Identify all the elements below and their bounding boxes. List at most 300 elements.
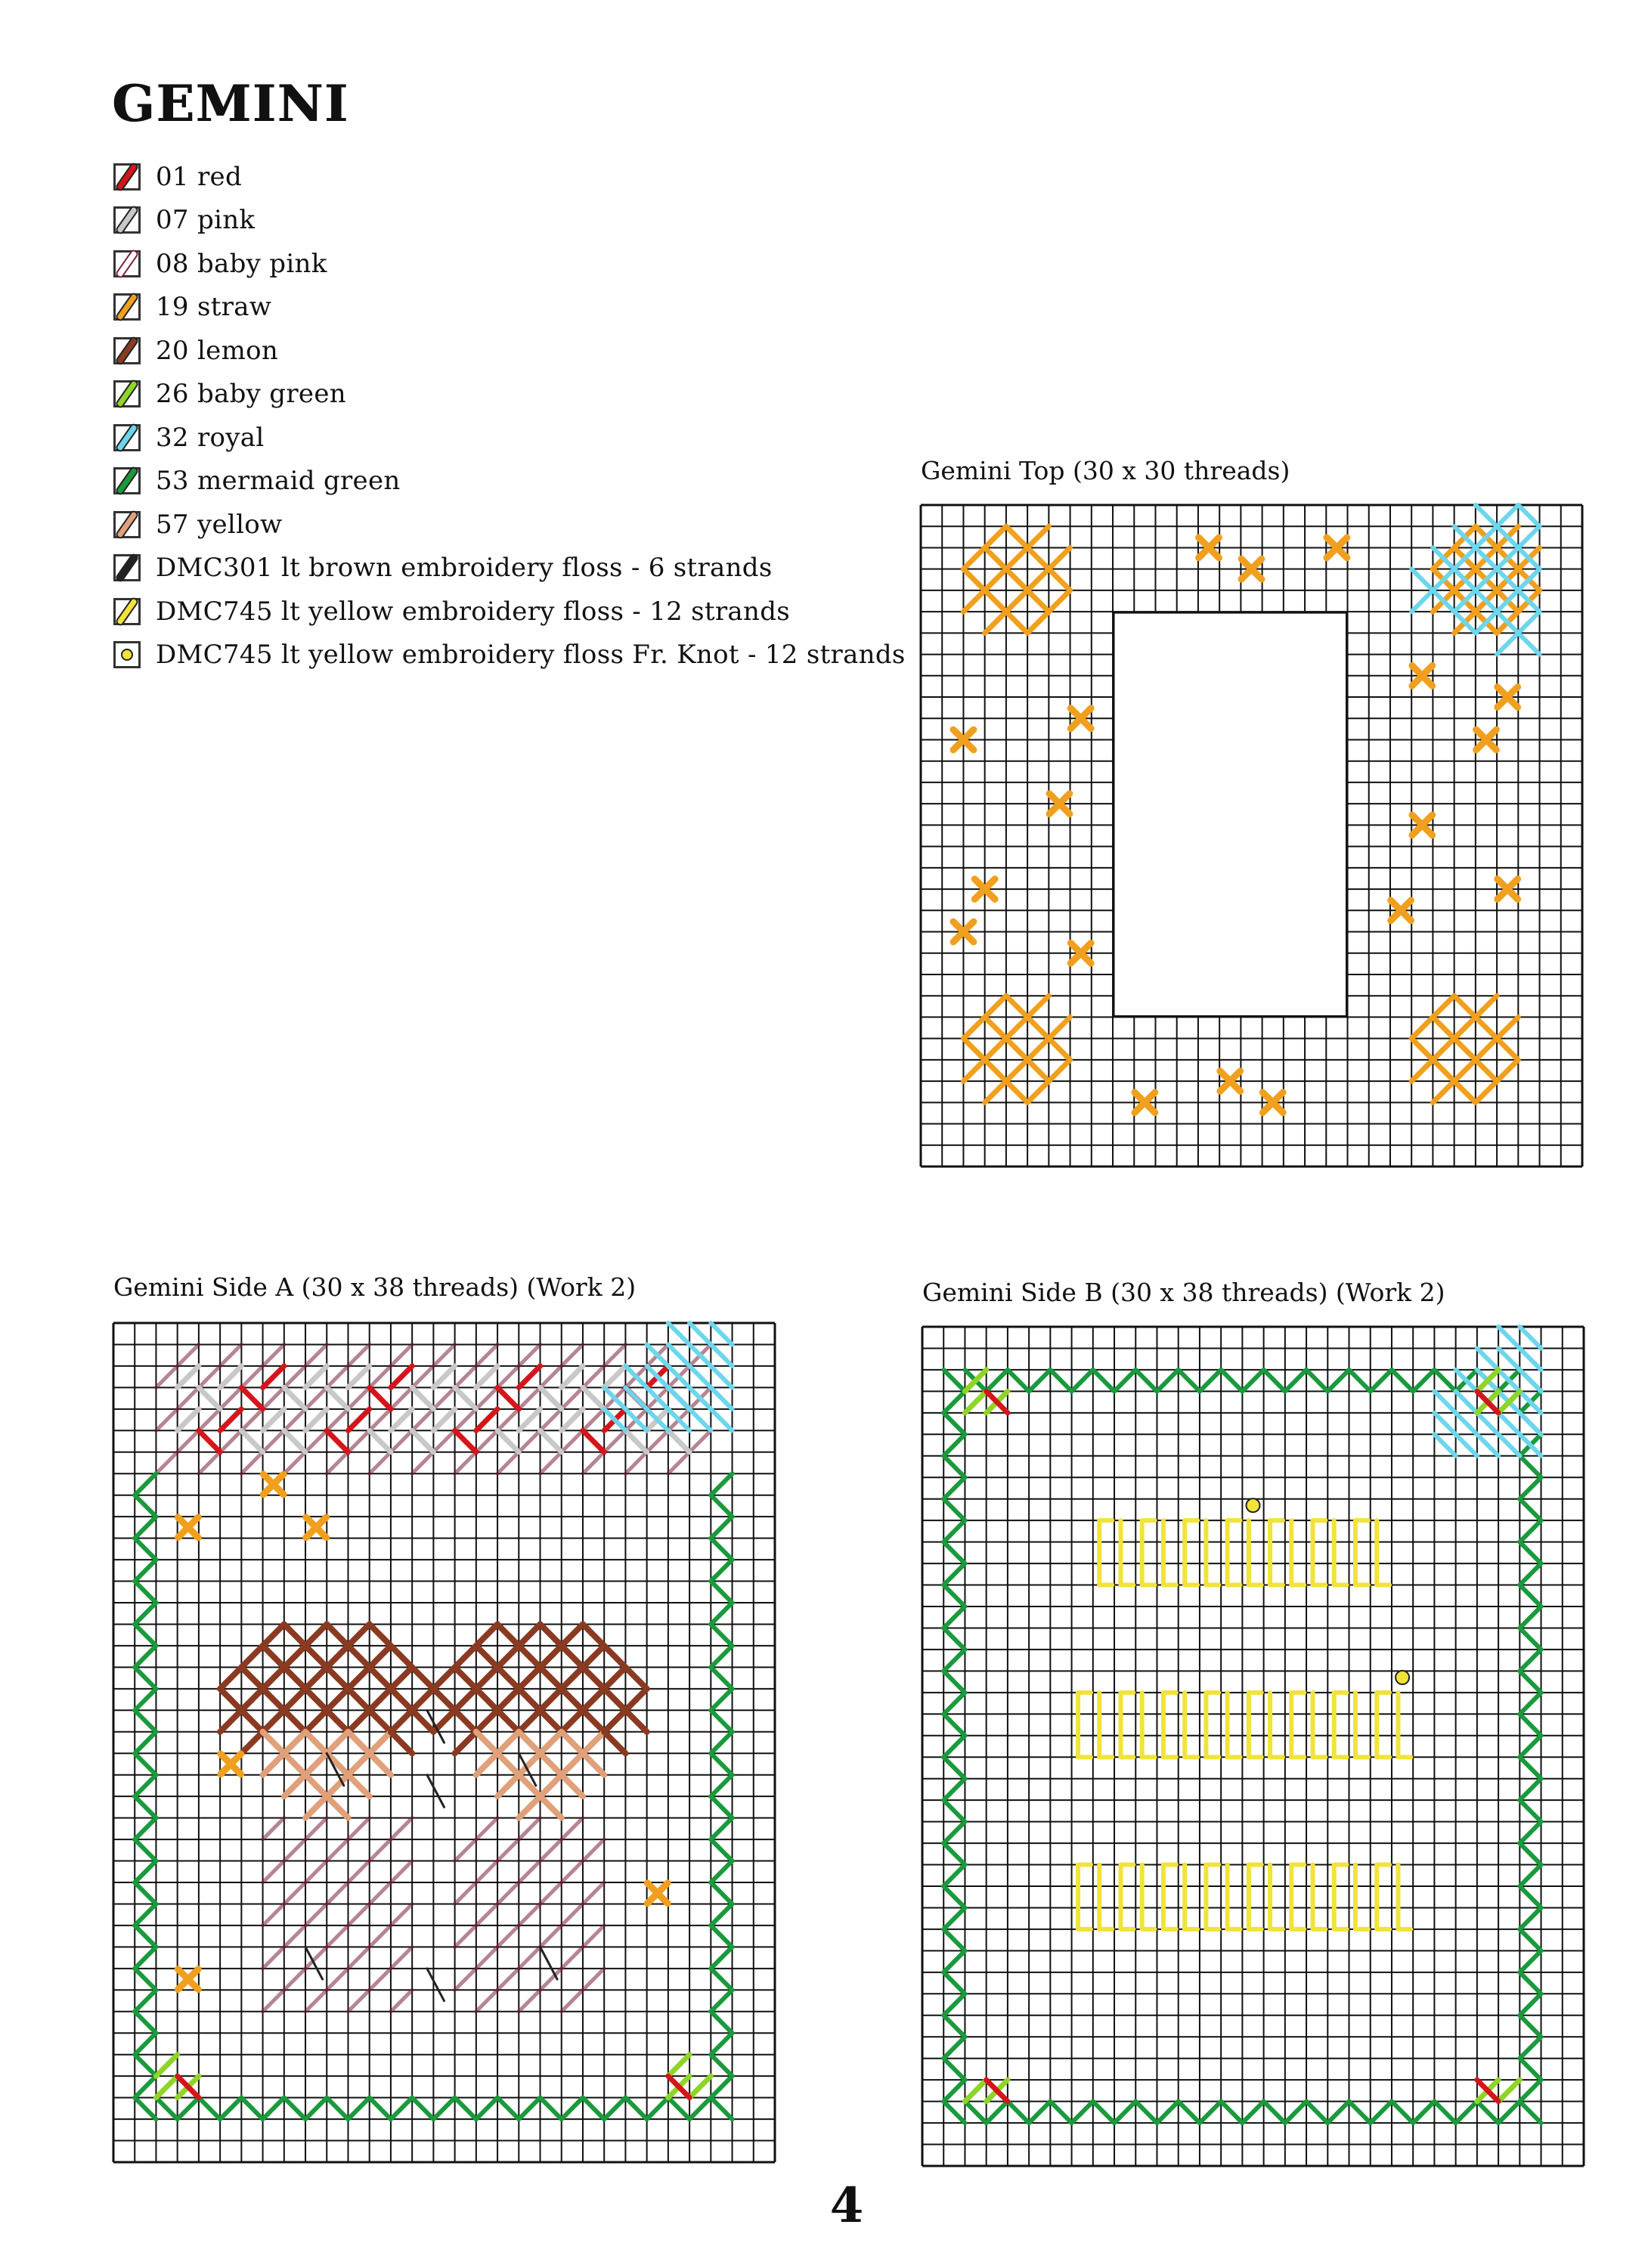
royal-stitch [1518,505,1539,526]
legend-label: DMC301 lt brown embroidery floss - 6 strands [156,553,773,584]
border-stitch [135,1624,156,1645]
border-stitch [943,1800,965,1821]
border-stitch [1221,1370,1242,1391]
band-stitch [519,1366,540,1387]
border-stitch [135,1796,156,1817]
border-stitch [1519,1520,1541,1541]
cluster-stitch [985,1060,1006,1081]
border-stitch [135,1904,156,1925]
cluster-stitch [1049,1060,1070,1081]
border-stitch [1519,1822,1541,1843]
royal-stitch [1434,1434,1455,1455]
flower-stitch [541,1624,562,1645]
flower-stitch [412,1667,433,1688]
border-stitch [135,1667,156,1688]
baby-pink-stitch [305,1818,327,1839]
baby-pink-stitch [370,1839,391,1861]
border-stitch [1179,1370,1200,1391]
cluster-stitch [1006,1081,1027,1102]
baby-pink-stitch [156,1366,177,1387]
baby-pink-stitch [541,1882,562,1904]
french-knot [1247,1498,1260,1512]
border-stitch [1114,2102,1135,2123]
cluster-stitch [985,547,1006,569]
border-stitch [943,2080,965,2101]
flower-stitch [284,1753,305,1774]
band-stitch [625,1430,646,1452]
border-stitch [1519,1456,1541,1477]
band-stitch [284,1430,305,1452]
baby-pink-stitch [305,1387,327,1408]
baby-pink-stitch [668,1452,689,1473]
border-stitch [943,1456,965,1477]
baby-pink-stitch [370,1366,391,1387]
baby-pink-stitch [263,1947,284,1968]
baby-pink-stitch [562,1861,583,1882]
band-stitch [455,1387,476,1408]
flower-stitch [241,1710,262,1731]
baby-pink-stitch [519,1990,540,2011]
flower-stitch [305,1796,327,1817]
flower-stitch [497,1753,519,1774]
baby-pink-stitch [583,1926,604,1947]
flower-stitch [370,1646,391,1667]
baby-pink-stitch [497,1839,519,1861]
baby-pink-stitch [348,1990,369,2011]
flower-stitch [391,1689,412,1710]
border-stitch [965,2102,986,2123]
border-stitch [1456,2102,1477,2123]
legend-label: 32 royal [156,422,265,453]
legend-label: 53 mermaid green [156,466,401,497]
border-stitch [1519,1499,1541,1520]
border-stitch [943,2059,965,2080]
cluster-stitch [1049,547,1070,569]
royal-stitch [1411,569,1433,590]
border-stitch [1519,1950,1541,1972]
cluster-stitch [985,1017,1006,1038]
border-stitch [263,2098,284,2119]
baby-pink-stitch [476,1387,497,1408]
flower-stitch [263,1753,284,1774]
border-stitch [711,2098,732,2119]
baby-pink-stitch [348,1818,369,1839]
baby-pink-stitch [562,1344,583,1365]
border-stitch [1221,2102,1242,2123]
baby-pink-stitch [455,1882,476,1904]
border-stitch [604,2098,625,2119]
legend-item [113,286,906,330]
baby-pink-stitch [562,1990,583,2011]
baby-pink-stitch [583,1969,604,1990]
flower-stitch [263,1646,284,1667]
backstitch [427,1969,445,2001]
border-stitch [135,1947,156,1968]
flower-stitch [562,1667,583,1688]
border-stitch [711,1839,732,1861]
border-stitch [1285,1370,1306,1391]
flower-stitch [370,1667,391,1688]
border-stitch [562,2098,583,2119]
band-stitch [391,1366,412,1387]
baby-pink-stitch [497,1926,519,1947]
cluster-stitch [1454,1039,1476,1060]
border-stitch [583,2098,604,2119]
legend-item [113,547,906,590]
border-stitch [1327,2102,1349,2123]
border-stitch [1413,1370,1434,1391]
baby-pink-stitch [455,1839,476,1861]
baby-pink-stitch [412,1452,433,1473]
baby-pink-stitch [455,1409,476,1430]
border-stitch [711,1538,732,1560]
stitch-stroke-icon [114,379,139,410]
royal-stitch [1498,1327,1519,1348]
border-stitch [1285,2102,1306,2123]
border-stitch [1242,1370,1263,1391]
band-stitch [305,1409,327,1430]
baby-pink-stitch [263,1904,284,1925]
border-stitch [1519,1693,1541,1714]
baby-pink-stitch [583,1452,604,1473]
cluster-stitch [1006,526,1027,547]
flower-stitch [497,1732,519,1753]
royal-stitch [1497,633,1518,654]
flower-stitch [541,1710,562,1731]
border-stitch [943,1693,965,1714]
flower-stitch [284,1775,305,1796]
flower-stitch [327,1624,348,1645]
border-stitch [943,1907,965,1929]
border-stitch [711,2076,732,2097]
flower-stitch [625,1667,646,1688]
border-stitch [943,2102,965,2123]
baby-pink-stitch [348,1430,369,1452]
flower-stitch [541,1732,562,1753]
cluster-stitch [1411,1060,1433,1081]
border-stitch [284,2098,305,2119]
border-stitch [1349,2102,1371,2123]
flower-stitch [455,1646,476,1667]
flower-stitch [455,1667,476,1688]
border-stitch [987,1370,1008,1391]
flower-stitch [305,1710,327,1731]
flower-stitch [348,1624,369,1645]
cluster-stitch [1049,569,1070,590]
royal-stitch [1434,1391,1455,1412]
border-stitch [1200,1370,1221,1391]
border-stitch [1519,1650,1541,1671]
baby-pink-stitch [370,1969,391,1990]
cluster-stitch [985,1081,1006,1102]
border-stitch [497,2098,519,2119]
border-stitch [943,1757,965,1778]
border-stitch [943,1779,965,1800]
baby-pink-stitch [241,1409,262,1430]
band-stitch [263,1409,284,1430]
flower-stitch [433,1667,454,1688]
baby-pink-stitch [178,1430,199,1452]
stitch-stroke-icon [114,205,139,236]
border-stitch [305,2098,327,2119]
flower-stitch [327,1710,348,1731]
flower-stitch [541,1753,562,1774]
french-knot [1396,1671,1409,1684]
baby-pink-stitch [284,1969,305,1990]
baby-pink-stitch [391,1430,412,1452]
border-stitch [135,1473,156,1495]
baby-pink-stitch [455,1926,476,1947]
border-stitch [135,1495,156,1517]
legend-item [113,373,906,417]
cluster-stitch [1049,1039,1070,1060]
flower-stitch [348,1775,369,1796]
royal-stitch [1477,1434,1498,1455]
border-stitch [1179,2102,1200,2123]
flower-stitch [220,1710,241,1731]
cluster-stitch [1476,1017,1497,1038]
border-stitch [1519,2102,1541,2123]
baby-pink-stitch [476,1344,497,1365]
baby-pink-stitch [497,1969,519,1990]
border-stitch [943,2015,965,2037]
border-stitch [987,2102,1008,2123]
baby-pink-stitch [476,1904,497,1925]
legend-item [113,199,906,243]
border-stitch [1050,2102,1071,2123]
border-stitch [943,1886,965,1907]
legend-item [113,155,906,199]
flower-stitch [305,1667,327,1688]
border-stitch [711,1710,732,1731]
border-stitch [1519,1606,1541,1628]
border-stitch [943,1714,965,1735]
border-stitch [135,2055,156,2076]
border-stitch [135,1582,156,1603]
border-stitch [711,2033,732,2054]
royal-stitch [668,1323,689,1344]
border-stitch [519,2098,540,2119]
flower-stitch [562,1710,583,1731]
band-stitch [476,1409,497,1430]
legend-swatch [113,206,141,234]
border-stitch [1157,2102,1178,2123]
baby-pink-stitch [497,1409,519,1430]
french-knot-icon [121,649,133,661]
royal-stitch [1456,1391,1477,1412]
baby-pink-stitch [519,1904,540,1925]
stitch-stroke-icon [114,509,139,540]
border-stitch [135,2033,156,2054]
legend-swatch [113,163,141,191]
border-stitch [1371,2102,1392,2123]
cluster-stitch [963,1017,984,1038]
cluster-stitch [1049,590,1070,612]
cluster-stitch [1027,569,1049,590]
stitch-stroke-icon [114,596,139,627]
flower-stitch [348,1689,369,1710]
cluster-stitch [985,612,1006,633]
border-stitch [711,1624,732,1645]
band-stitch [497,1430,519,1452]
legend-item [113,329,906,373]
royal-stitch [711,1366,732,1387]
border-stitch [1519,2059,1541,2080]
band-stitch [668,1430,689,1452]
border-stitch [1264,2102,1285,2123]
baby-pink-stitch [284,1366,305,1387]
legend-swatch [113,598,141,625]
side-b-grid [922,1327,1584,2166]
cluster-stitch [1433,1017,1454,1038]
band-stitch [199,1387,220,1408]
border-stitch [943,1434,965,1455]
flower-stitch [284,1646,305,1667]
border-stitch [943,1650,965,1671]
border-stitch [711,1473,732,1495]
flower-stitch [476,1732,497,1753]
flower-stitch [604,1667,625,1688]
border-stitch [135,1818,156,1839]
cluster-stitch [1006,590,1027,612]
border-stitch [1519,1907,1541,1929]
flower-stitch [476,1710,497,1731]
flower-stitch [604,1689,625,1710]
baby-pink-stitch [412,1366,433,1387]
baby-pink-stitch [327,1409,348,1430]
cluster-stitch [963,569,984,590]
band-stitch [348,1366,369,1387]
border-stitch [943,1736,965,1757]
border-stitch [689,2098,711,2119]
cluster-stitch [1411,1039,1433,1060]
border-stitch [1072,2102,1093,2123]
border-stitch [156,2098,177,2119]
border-stitch [135,1517,156,1538]
band-stitch [370,1430,391,1452]
baby-pink-stitch [497,1452,519,1473]
border-stitch [711,1882,732,1904]
band-stitch [583,1430,604,1452]
flower-stitch [541,1667,562,1688]
flower-stitch [327,1646,348,1667]
legend-label: 26 baby green [156,379,346,410]
baby-pink-stitch [348,1861,369,1882]
band-stitch [433,1409,454,1430]
flower-stitch [370,1689,391,1710]
border-stitch [1434,2102,1455,2123]
flower-stitch [348,1732,369,1753]
cluster-stitch [1006,1017,1027,1038]
royal-stitch [1411,590,1433,612]
cluster-stitch [1476,1039,1497,1060]
border-stitch [1264,1370,1285,1391]
border-stitch [943,1994,965,2015]
border-stitch [1519,1628,1541,1649]
baby-pink-stitch [156,1409,177,1430]
border-stitch [1519,1542,1541,1563]
band-stitch [391,1409,412,1430]
baby-pink-stitch [519,1947,540,1968]
baby-pink-stitch [284,1882,305,1904]
legend-swatch [113,380,141,407]
cluster-stitch [1476,1081,1497,1102]
flower-stitch [625,1710,646,1731]
border-stitch [625,2098,646,2119]
flower-stitch [433,1689,454,1710]
border-stitch [1093,2102,1114,2123]
border-stitch [1519,1800,1541,1821]
flower-stitch [241,1646,262,1667]
royal-stitch [711,1387,732,1408]
baby-pink-stitch [497,1882,519,1904]
flower-stitch [263,1689,284,1710]
cluster-stitch [1027,1060,1049,1081]
baby-pink-stitch [541,1926,562,1947]
flower-stitch [541,1689,562,1710]
band-stitch [562,1409,583,1430]
baby-pink-stitch [327,1882,348,1904]
border-stitch [711,1646,732,1667]
baby-pink-stitch [541,1409,562,1430]
cluster-stitch [1027,612,1049,633]
flower-stitch [305,1646,327,1667]
royal-stitch [1498,1348,1519,1369]
cluster-stitch [1433,1081,1454,1102]
baby-pink-stitch [391,1818,412,1839]
border-stitch [711,1495,732,1517]
flower-stitch [370,1732,391,1753]
baby-pink-stitch [391,1947,412,1968]
baby-pink-stitch [305,1904,327,1925]
royal-stitch [689,1409,711,1430]
flower-stitch [327,1732,348,1753]
border-stitch [943,1950,965,1972]
flower-stitch [476,1646,497,1667]
baby-pink-stitch [562,1904,583,1925]
legend-item [113,416,906,460]
legend-swatch [113,250,141,277]
royal-stitch [1498,1413,1519,1434]
band-stitch [412,1387,433,1408]
legend-item [113,242,906,286]
border-stitch [1519,1714,1541,1735]
band-stitch [178,1409,199,1430]
baby-pink-stitch [241,1452,262,1473]
border-stitch [1519,1929,1541,1950]
flower-stitch [327,1667,348,1688]
flower-stitch [284,1667,305,1688]
page-title: GEMINI [112,74,349,133]
band-stitch [519,1409,540,1430]
legend-label: 08 baby pink [156,248,327,279]
royal-stitch [1519,1413,1541,1434]
border-stitch [135,1775,156,1796]
cluster-stitch [963,1060,984,1081]
flower-stitch [455,1732,476,1753]
legend-item [113,590,906,634]
border-stitch [1519,1843,1541,1864]
flower-stitch [519,1646,540,1667]
flower-stitch [241,1667,262,1688]
border-stitch [178,2098,199,2119]
flower-stitch [519,1667,540,1688]
flower-stitch [391,1732,412,1753]
flower-stitch [562,1753,583,1774]
border-stitch [1519,2037,1541,2058]
baby-pink-stitch [220,1430,241,1452]
flower-stitch [327,1689,348,1710]
